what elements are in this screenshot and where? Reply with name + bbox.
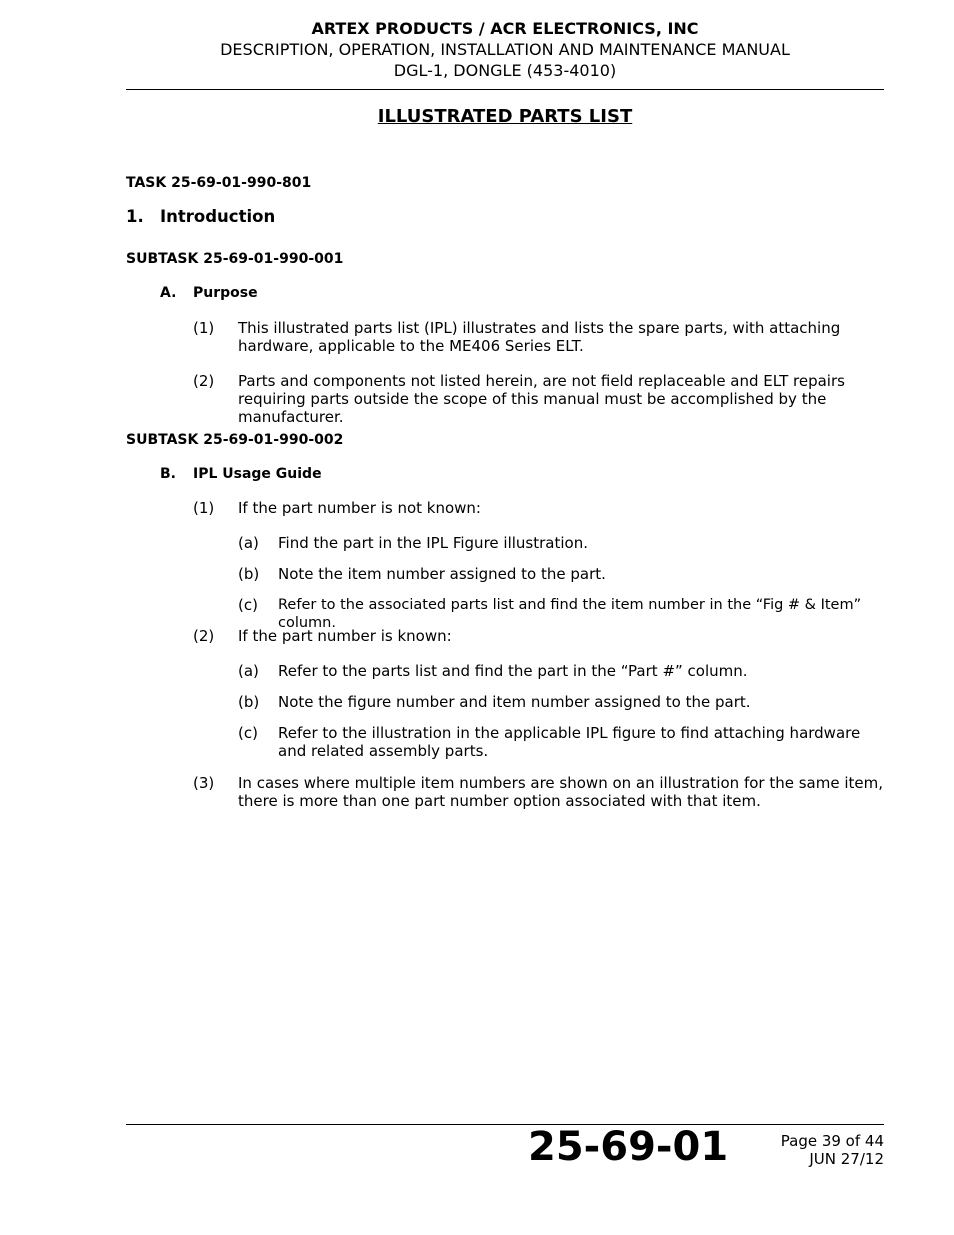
subsection-letter: A. — [160, 285, 177, 301]
manual-title: DESCRIPTION, OPERATION, INSTALLATION AND MAINTENANCE MANUAL — [220, 40, 790, 59]
page-header — [126, 18, 884, 81]
document-code: 25-69-01 — [528, 1124, 729, 1170]
list-item-number: (2) — [193, 627, 215, 645]
list-item-number: (1) — [193, 319, 215, 337]
sublist-item-letter: (a) — [238, 662, 259, 680]
list-item-text: If the part number is known: — [238, 627, 452, 645]
subsection-heading: Purpose — [193, 285, 258, 301]
sublist-item-text: Refer to the illustration in the applicable IPL figure to find attaching hardware and related assembly parts. — [278, 724, 861, 760]
subtask-id: SUBTASK 25-69-01-990-001 — [126, 251, 344, 267]
company-name: ARTEX PRODUCTS / ACR ELECTRONICS, INC — [311, 19, 699, 38]
sublist-item-text: Find the part in the IPL Figure illustration. — [278, 534, 588, 552]
list-item-number: (3) — [193, 774, 215, 792]
sublist-item-letter: (c) — [238, 724, 258, 742]
revision-date: JUN 27/12 — [809, 1150, 884, 1168]
sublist-item-text: Note the item number assigned to the part. — [278, 565, 606, 583]
list-item-text: This illustrated parts list (IPL) illustrates and lists the spare parts, with attaching hardware, applicable to the ME406 Series ELT. — [238, 319, 841, 355]
page-info — [781, 1132, 884, 1168]
list-item-number: (2) — [193, 372, 215, 390]
sublist-item-text: Refer to the associated parts list and find the item number in the “Fig # & Item” column. — [278, 597, 862, 631]
sublist-item-letter: (a) — [238, 534, 259, 552]
task-id: TASK 25-69-01-990-801 — [126, 175, 312, 191]
page-number: Page 39 of 44 — [780, 1132, 884, 1150]
list-item-text: If the part number is not known: — [238, 499, 481, 517]
section-title: Introduction — [160, 207, 276, 226]
sublist-item-letter: (b) — [238, 565, 260, 583]
header-divider — [126, 89, 884, 90]
list-item-text: In cases where multiple item numbers are shown on an illustration for the same item, there is more than one part number option associated with that item. — [238, 774, 884, 810]
subtask-id: SUBTASK 25-69-01-990-002 — [126, 432, 344, 448]
sublist-item-letter: (b) — [238, 693, 260, 711]
sublist-item-letter: (c) — [238, 596, 258, 614]
list-item-number: (1) — [193, 499, 215, 517]
list-item-text: Parts and components not listed herein, are not field replaceable and ELT repairs requiring parts outside the scope of this manual must be accomplished by the manufacturer. — [238, 372, 845, 426]
section-number: 1. — [126, 207, 144, 226]
sublist-item-text: Refer to the parts list and find the part in the “Part #” column. — [278, 662, 748, 680]
page-title: ILLUSTRATED PARTS LIST — [377, 106, 633, 127]
sublist-item-text: Note the figure number and item number assigned to the part. — [278, 693, 751, 711]
subsection-heading: IPL Usage Guide — [193, 466, 322, 482]
footer-divider — [126, 1124, 884, 1125]
subsection-letter: B. — [160, 466, 176, 482]
device-name: DGL-1, DONGLE (453-4010) — [393, 61, 617, 80]
